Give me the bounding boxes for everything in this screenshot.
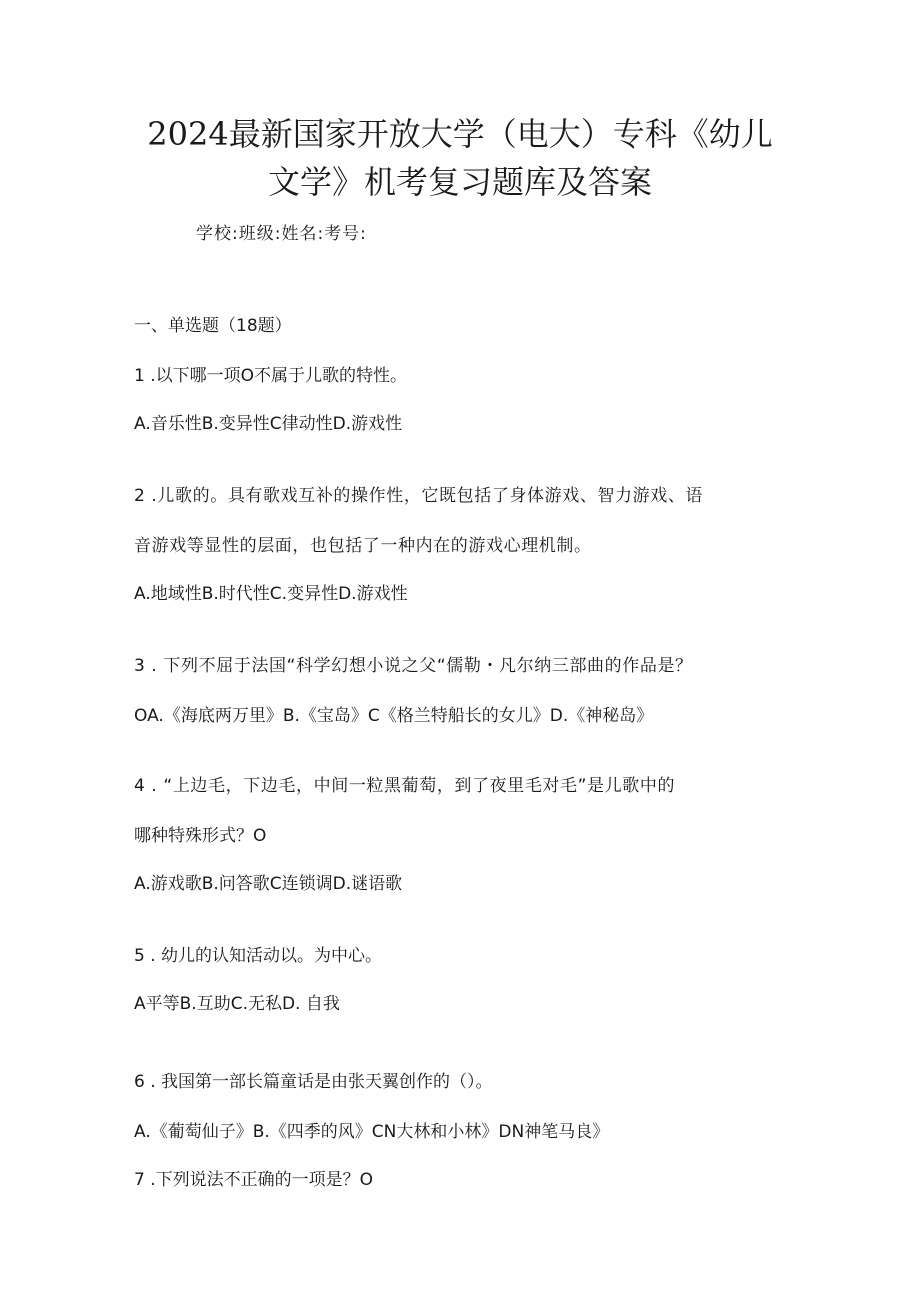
question-2-text-line-1: 2 .儿歌的。具有歌戏互补的操作性，它既包括了身体游戏、智力游戏、语 <box>134 486 704 506</box>
question-1-text: 1 .以下哪一项O不属于儿歌的特性。 <box>134 366 408 386</box>
question-4-text-line-2: 哪种特殊形式？O <box>134 826 267 846</box>
section-heading: 一、单选题（18题） <box>134 316 292 336</box>
question-5-options: A平等B.互助C.无私D. 自我 <box>134 994 340 1014</box>
question-5-text: 5 . 幼儿的认知活动以。为中心。 <box>134 946 383 966</box>
document-title-line-2: 文学》机考复习题库及答案 <box>267 163 652 201</box>
question-3-text: 3 . 下列不屈于法国“科学幻想小说之父“儒勒・凡尔纳三部曲的作品是？ <box>134 656 693 676</box>
question-4-options: A.游戏歌B.问答歌C连锁调D.谜语歌 <box>134 874 403 894</box>
question-6-text: 6 . 我国第一部长篇童话是由张天翼创作的（）。 <box>134 1072 493 1092</box>
question-2-text-line-2: 音游戏等显性的层面，也包括了一种内在的游戏心理机制。 <box>134 536 592 556</box>
question-7-text: 7 .下列说法不正确的一项是？O <box>134 1170 374 1190</box>
student-info-line: 学校:班级:姓名:考号: <box>196 224 367 244</box>
question-2-options: A.地域性B.时代性C.变异性D.游戏性 <box>134 584 408 604</box>
question-6-options: A.《葡萄仙子》B.《四季的风》CN大林和小林》DN神笔马良》 <box>134 1122 610 1142</box>
question-1-options: A.音乐性B.变异性C律动性D.游戏性 <box>134 414 403 434</box>
document-title-line-1: 2024最新国家开放大学（电大）专科《幼儿 <box>147 115 773 153</box>
question-4-text-line-1: 4 . “上边毛，下边毛，中间一粒黑葡萄，到了夜里毛对毛”是儿歌中的 <box>134 776 676 796</box>
question-3-options: OA.《海底两万里》B.《宝岛》C《格兰特船长的女儿》D.《神秘岛》 <box>134 706 654 726</box>
